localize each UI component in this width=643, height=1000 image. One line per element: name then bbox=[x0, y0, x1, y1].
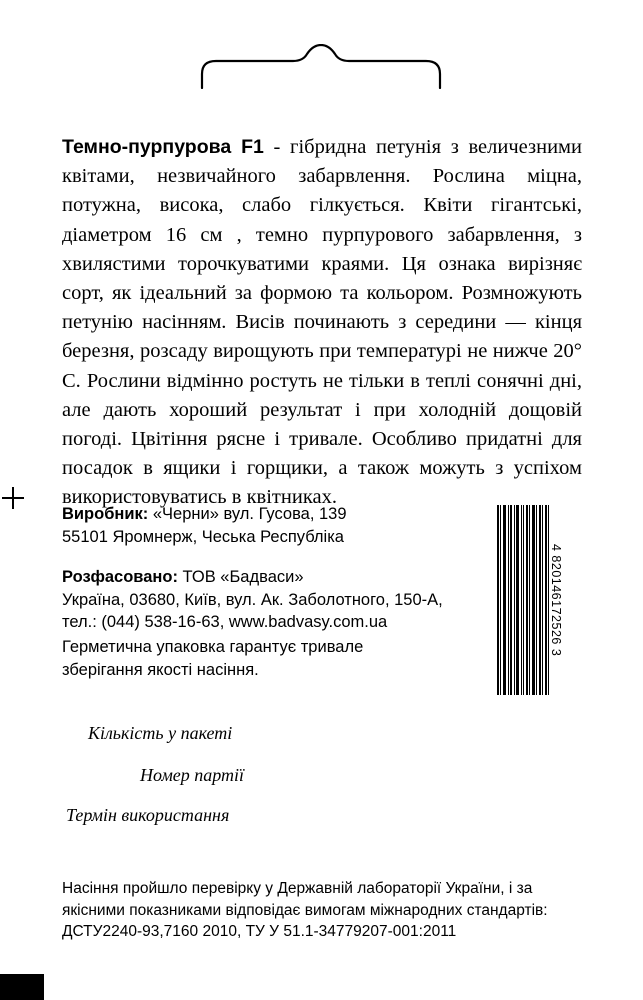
producer-label: Виробник: bbox=[62, 505, 149, 523]
barcode-digits: 4 820146172526 3 bbox=[549, 543, 563, 657]
packer-address: Україна, 03680, Київ, вул. Ак. Заболотного, 150-А, bbox=[62, 590, 443, 609]
producer-name: «Черни» вул. Гусова, 139 bbox=[148, 505, 347, 523]
packer-block bbox=[62, 566, 482, 634]
producer-line-2: 55101 Яромнерж, Чеська Республіка bbox=[62, 527, 344, 546]
packer-name: ТОВ «Бадваси» bbox=[177, 568, 304, 586]
black-corner-block-icon bbox=[0, 974, 44, 1000]
field-batch-label: Номер партії bbox=[140, 765, 245, 785]
registration-cross-mark-icon bbox=[2, 487, 24, 509]
barcode bbox=[497, 505, 565, 695]
euro-hang-slot-icon bbox=[196, 44, 446, 89]
packer-contact: тел.: (044) 538-16-63, www.badvasy.com.ua bbox=[62, 613, 388, 631]
seal-note-line-1: Герметична упаковка гарантує тривале bbox=[62, 638, 364, 656]
certification-line-3: ДСТУ2240-93,7160 2010, ТУ У 51.1-34779207-001:2011 bbox=[62, 923, 457, 940]
certification-note bbox=[62, 878, 582, 943]
certification-line-1: Насіння пройшло перевірку у Державній лабораторії України, і за bbox=[62, 880, 533, 897]
producer-block bbox=[62, 503, 482, 548]
certification-line-2: якісними показниками відповідає вимогам міжнародних стандартів: bbox=[62, 901, 548, 919]
seal-note-block bbox=[62, 636, 482, 681]
producer-line-1 bbox=[62, 503, 482, 526]
field-term-label: Термін використання bbox=[66, 805, 230, 825]
packer-line-1 bbox=[62, 566, 482, 589]
field-quantity-label: Кількість у пакеті bbox=[88, 723, 233, 743]
seal-note-line-2: зберігання якості насіння. bbox=[62, 660, 259, 679]
variety-name: Темно-пурпурова F1 bbox=[62, 136, 264, 158]
barcode-icon bbox=[497, 505, 549, 695]
packer-label: Розфасовано: bbox=[62, 568, 178, 586]
product-description bbox=[62, 133, 582, 513]
description-text: - гібридна петунія з величезними квітами, незвичайного забарвлення. Рослина міцна, потужна, висока, слабо гілкується. Квіти гігантські, діаметром 16 см , темно пурпурового забарвлення, з хвилястими торочкуватими краями. Ця ознака вирізняє сорт, як ідеальний за формою та кольором. Розмножують петунію насінням. Висів починають з середини — кінця березня, розсаду вирощують при температурі не нижче 20° С. Рослини відмінно ростуть не тільки в теплі сонячні дні, але дають хороший результат і при холодній дощовій погоді. Цвітіння рясне і тривале. Особливо придатні для посадок в ящики і горщики, а також можуть з успіхом використовуватись в квітниках. bbox=[62, 136, 582, 509]
